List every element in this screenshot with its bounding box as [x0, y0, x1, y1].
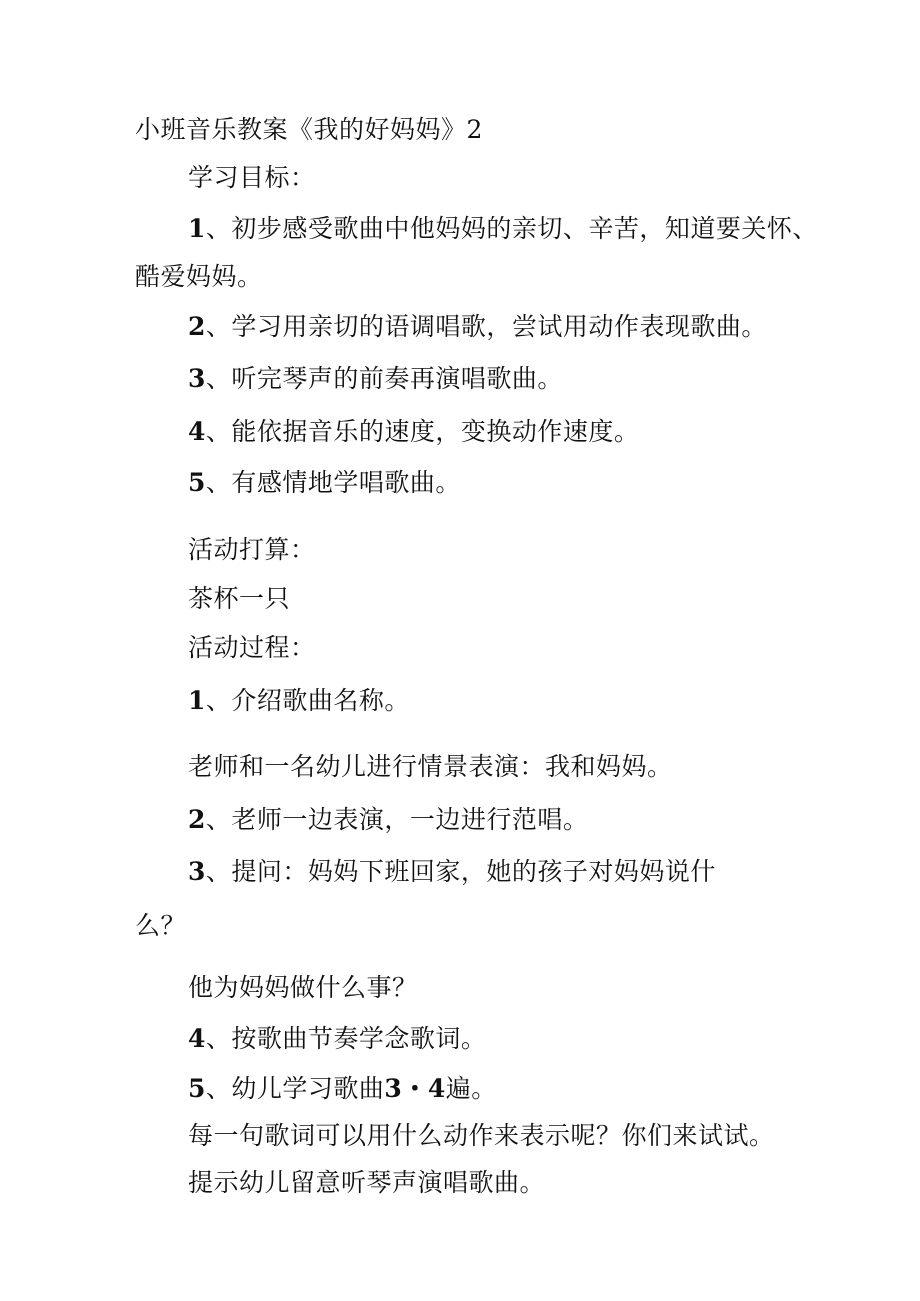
- process-item: [188, 686, 410, 716]
- item-text: 提示幼儿留意听琴声演唱歌曲。: [188, 1168, 546, 1197]
- item-number: 1: [188, 214, 206, 243]
- item-text: 每一句歌词可以用什么动作来表示呢？你们来试试。: [188, 1121, 775, 1150]
- item-number: 3: [188, 857, 206, 886]
- item-text: 、介绍歌曲名称。: [205, 686, 410, 715]
- item-text: 么？: [135, 911, 187, 940]
- item-number: 5: [188, 468, 206, 497]
- objective-item: [188, 468, 461, 498]
- item-number: 1: [188, 686, 206, 715]
- item-number: 5: [188, 1074, 206, 1103]
- process-item: [188, 857, 716, 887]
- process-paragraph: [188, 752, 673, 782]
- objectives-heading: 学习目标：: [188, 163, 316, 192]
- item-text: 老师和一名幼儿进行情景表演：我和妈妈。: [188, 752, 673, 781]
- process-item: [188, 805, 588, 835]
- process-item-continued: [135, 911, 186, 941]
- item-text: 、老师一边表演，一边进行范唱。: [205, 805, 589, 834]
- process-paragraph: [188, 973, 418, 1003]
- repeat-suffix: 遍。: [445, 1074, 497, 1103]
- objective-item: [188, 214, 818, 244]
- item-number: 2: [188, 312, 206, 341]
- process-item: [188, 1024, 486, 1054]
- objective-item: [188, 417, 639, 447]
- item-text: 、学习用亲切的语调唱歌，尝试用动作表现歌曲。: [205, 312, 767, 341]
- item-number: 2: [188, 805, 206, 834]
- item-text: 、能依据音乐的速度，变换动作速度。: [205, 417, 640, 446]
- objective-item: [188, 364, 563, 394]
- objective-item-continued: [135, 262, 263, 292]
- process-paragraph: [188, 1168, 545, 1198]
- preparation-heading: 活动打算：: [188, 535, 316, 564]
- item-number: 4: [188, 1024, 206, 1053]
- item-text: 、有感情地学唱歌曲。: [205, 468, 461, 497]
- objective-item: [188, 312, 767, 342]
- document-title: 小班音乐教案《我的好妈妈》2: [135, 115, 483, 144]
- item-number: 3: [188, 364, 206, 393]
- item-text: 、初步感受歌曲中他妈妈的亲切、辛苦，知道要关怀、: [205, 214, 818, 243]
- item-text: 他为妈妈做什么事？: [188, 973, 418, 1002]
- item-number: 4: [188, 417, 206, 446]
- process-item: [188, 1074, 497, 1104]
- preparation-item: 茶杯一只: [188, 584, 291, 613]
- repeat-count: 3・4: [384, 1074, 446, 1103]
- process-heading: 活动过程：: [188, 633, 316, 662]
- item-text: 、按歌曲节奏学念歌词。: [205, 1024, 487, 1053]
- item-text: 、幼儿学习歌曲: [205, 1074, 385, 1103]
- item-text: 酷爱妈妈。: [135, 262, 263, 291]
- item-text: 、提问：妈妈下班回家，她的孩子对妈妈说什: [205, 857, 716, 886]
- item-text: 、听完琴声的前奏再演唱歌曲。: [205, 364, 563, 393]
- process-paragraph: [188, 1121, 775, 1151]
